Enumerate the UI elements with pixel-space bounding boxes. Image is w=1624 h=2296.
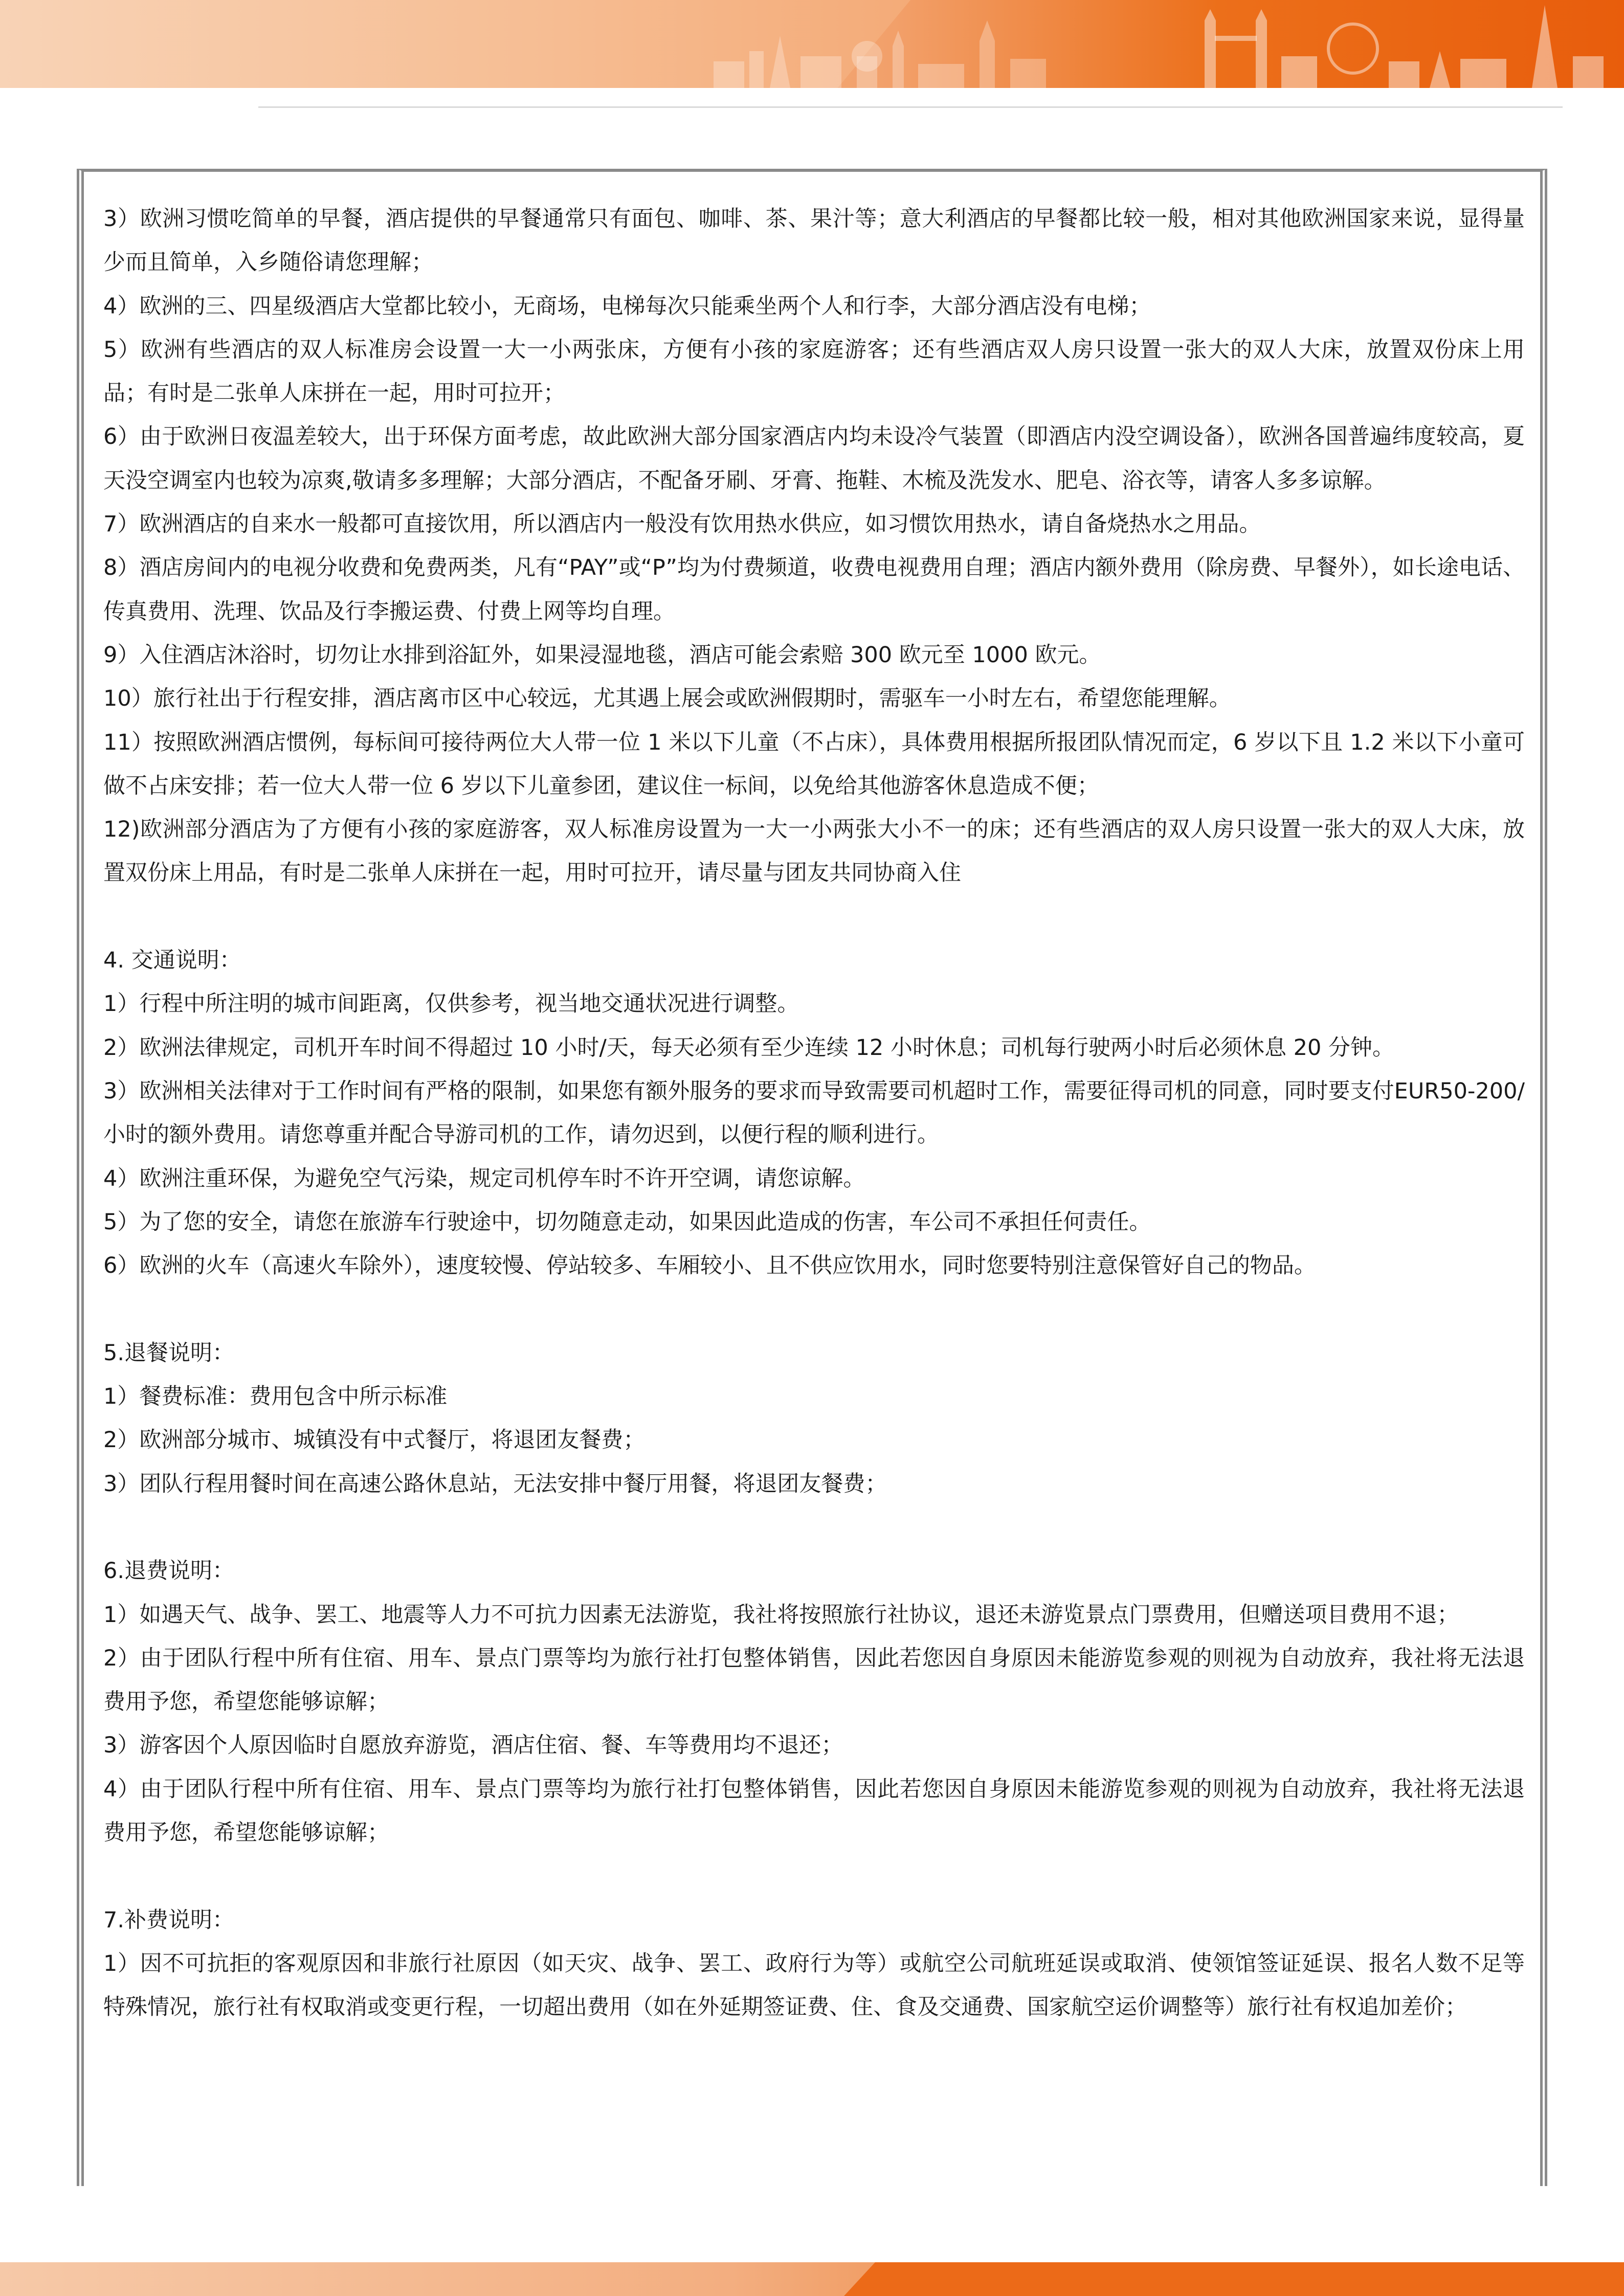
footer-banner	[0, 2262, 1624, 2296]
list-item: 5）为了您的安全，请您在旅游车行驶途中，切勿随意走动，如果因此造成的伤害，车公司不承担任何责任。	[103, 1209, 1151, 1235]
header-banner	[0, 0, 1624, 88]
list-item: 1）餐费标准：费用包含中所示标准	[103, 1384, 448, 1410]
list-item: 3）团队行程用餐时间在高速公路休息站，无法安排中餐厅用餐，将退团友餐费；	[103, 1471, 887, 1497]
list-item: 5）欧洲有些酒店的双人标准房会设置一大一小两张床，方便有小孩的家庭游客；还有些酒店双人房只设置一张大的双人大床，放置双份床上用品；有时是二张单人床拼在一起，用时可拉开；	[103, 336, 1525, 407]
content-frame	[77, 169, 1547, 2186]
section-title-surcharge: 7.补费说明：	[103, 1907, 235, 1933]
list-item: 4）欧洲注重环保，为避免空气污染，规定司机停车时不许开空调，请您谅解。	[103, 1165, 865, 1191]
list-item: 2）欧洲部分城市、城镇没有中式餐厅，将退团友餐费；	[103, 1427, 646, 1453]
list-item: 8）酒店房间内的电视分收费和免费两类，凡有“PAY”或“P”均为付费频道，收费电视费用自理；酒店内额外费用（除房费、早餐外），如长途电话、传真费用、洗理、饮品及行李搬运费、付费上网等均自理。	[103, 555, 1525, 624]
list-item: 7）欧洲酒店的自来水一般都可直接饮用，所以酒店内一般没有饮用热水供应，如习惯饮用热水，请自备烧热水之用品。	[103, 511, 1261, 537]
section-title-transport: 4. 交通说明：	[103, 948, 241, 974]
list-item: 3）欧洲习惯吃简单的早餐，酒店提供的早餐通常只有面包、咖啡、茶、果汁等；意大利酒店的早餐都比较一般，相对其他欧洲国家来说，显得量少而且简单，入乡随俗请您理解；	[103, 206, 1525, 276]
section-gap	[103, 895, 1525, 939]
list-item: 1）如遇天气、战争、罢工、地震等人力不可抗力因素无法游览，我社将按照旅行社协议，退还未游览景点门票费用，但赠送项目费用不退；	[103, 1602, 1459, 1628]
list-item: 10）旅行社出于行程安排，酒店离市区中心较远，尤其遇上展会或欧洲假期时，需驱车一小时左右，希望您能理解。	[103, 686, 1231, 712]
list-item: 3）欧洲相关法律对于工作时间有严格的限制，如果您有额外服务的要求而导致需要司机超时工作，需要征得司机的同意，同时要支付EUR50-200/小时的额外费用。请您尊重并配合导游司机的工作，请勿迟到，以便行程的顺利进行。	[103, 1078, 1525, 1148]
list-item: 11）按照欧洲酒店惯例，每标间可接待两位大人带一位 1 米以下儿童（不占床），具体费用根据所报团队情况而定，6 岁以下且 1.2 米以下小童可做不占床安排；若一位大人带一位 6 岁以下儿童参团，建议住一标间，以免给其他游客休息造成不便；	[103, 729, 1525, 799]
footer-wedge	[844, 2262, 1624, 2296]
list-item: 6）欧洲的火车（高速火车除外），速度较慢、停站较多、车厢较小、且不供应饮用水，同时您要特别注意保管好自己的物品。	[103, 1253, 1316, 1279]
header-rule	[258, 106, 1563, 108]
list-item: 2）由于团队行程中所有住宿、用车、景点门票等均为旅行社打包整体销售，因此若您因自身原因未能游览参观的则视为自动放弃，我社将无法退费用予您，希望您能够谅解；	[103, 1645, 1525, 1715]
list-item: 4）欧洲的三、四星级酒店大堂都比较小，无商场，电梯每次只能乘坐两个人和行李，大部分酒店没有电梯；	[103, 293, 1151, 319]
list-item: 1）因不可抗拒的客观原因和非旅行社原因（如天灾、战争、罢工、政府行为等）或航空公司航班延误或取消、使领馆签证延误、报名人数不足等特殊情况，旅行社有权取消或变更行程，一切超出费用（如在外延期签证费、住、食及交通费、国家航空运价调整等）旅行社有权追加差价；	[103, 1950, 1525, 2020]
document-body	[103, 197, 1525, 2029]
section-title-refund: 6.退费说明：	[103, 1558, 235, 1584]
section-title-meal-refund: 5.退餐说明：	[103, 1340, 235, 1366]
list-item: 12)欧洲部分酒店为了方便有小孩的家庭游客，双人标准房设置为一大一小两张大小不一的床；还有些酒店的双人房只设置一张大的双人大床，放置双份床上用品，有时是二张单人床拼在一起，用时可拉开，请尽量与团友共同协商入住	[103, 817, 1525, 886]
list-item: 2）欧洲法律规定，司机开车时间不得超过 10 小时/天，每天必须有至少连续 12 小时休息；司机每行驶两小时后必须休息 20 分钟。	[103, 1034, 1395, 1061]
list-item: 1）行程中所注明的城市间距离，仅供参考，视当地交通状况进行调整。	[103, 991, 799, 1017]
list-item: 9）入住酒店沐浴时，切勿让水排到浴缸外，如果浸湿地毯，酒店可能会索赔 300 欧元至 1000 欧元。	[103, 642, 1101, 668]
section-gap	[103, 1288, 1525, 1331]
list-item: 3）游客因个人原因临时自愿放弃游览，酒店住宿、餐、车等费用均不退还；	[103, 1732, 843, 1759]
section-gap	[103, 1855, 1525, 1898]
city-skyline-icon	[652, 0, 1624, 88]
list-item: 4）由于团队行程中所有住宿、用车、景点门票等均为旅行社打包整体销售，因此若您因自身原因未能游览参观的则视为自动放弃，我社将无法退费用予您，希望您能够谅解；	[103, 1776, 1525, 1845]
section-gap	[103, 1506, 1525, 1549]
list-item: 6）由于欧洲日夜温差较大，出于环保方面考虑，故此欧洲大部分国家酒店内均未设冷气装置（即酒店内没空调设备），欧洲各国普遍纬度较高，夏天没空调室内也较为凉爽,敬请多多理解；大部分酒店，不配备牙刷、牙膏、拖鞋、木梳及洗发水、肥皂、浴衣等，请客人多多谅解。	[103, 424, 1525, 493]
